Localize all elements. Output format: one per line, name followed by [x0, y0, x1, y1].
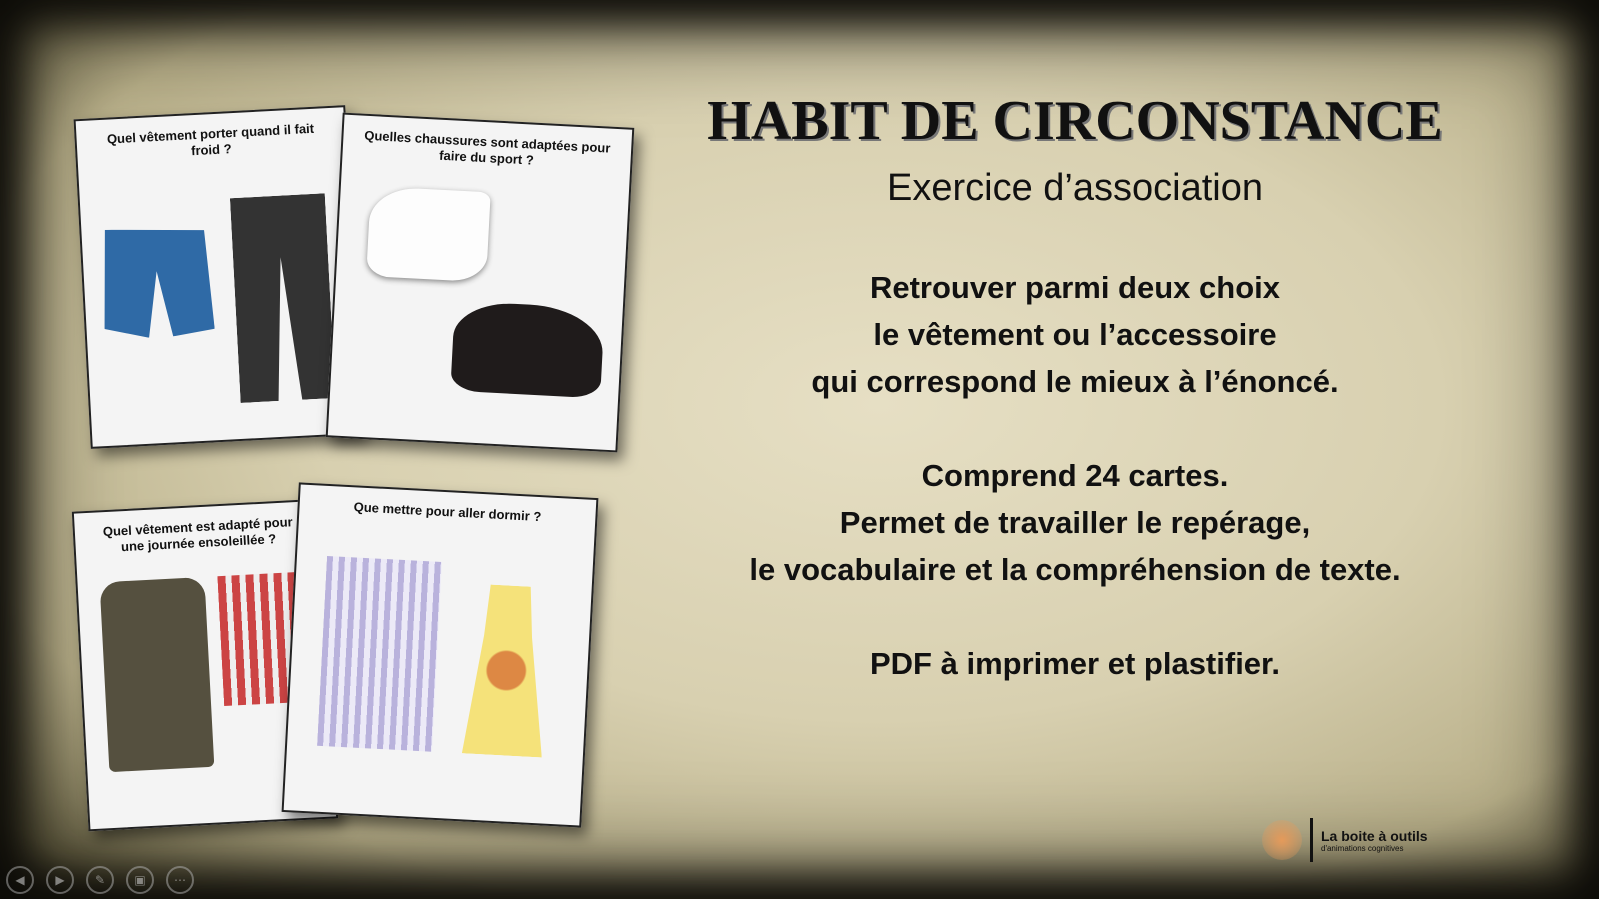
- card-question: Que mettre pour aller dormir ?: [353, 499, 542, 525]
- pen-icon[interactable]: ✎: [86, 866, 114, 894]
- card-question: Quelles chaussures sont adaptées pour faire du sport ?: [363, 127, 611, 168]
- slides-icon[interactable]: ▣: [126, 866, 154, 894]
- text-line: Retrouver parmi deux choix: [869, 270, 1280, 305]
- card-cold: [74, 105, 363, 449]
- logo-divider: [1310, 818, 1313, 862]
- tree-icon: [1262, 820, 1302, 860]
- more-icon[interactable]: ⋯: [166, 866, 194, 894]
- pajamas-image: [317, 556, 442, 752]
- card-sleep: [282, 482, 599, 827]
- shorts-image: [99, 224, 215, 340]
- slide-title: HABIT DE CIRCONSTANCE: [707, 90, 1443, 152]
- features: [650, 452, 1500, 593]
- dress-image: [462, 584, 551, 758]
- logo-tagline: d'animations cognitives: [1321, 843, 1404, 853]
- heels-image: [366, 186, 491, 282]
- sneakers-image: [450, 301, 605, 399]
- card-question: Quel vêtement est adapté pour une journée ensoleillée ?: [102, 514, 294, 555]
- jeans-image: [230, 193, 336, 403]
- card-question: Quel vêtement porter quand il fait froid ?: [106, 120, 315, 159]
- description: [650, 264, 1500, 405]
- coat-image: [100, 577, 215, 772]
- slideshow-controls: [6, 866, 194, 894]
- text-line: Comprend 24 cartes.: [921, 458, 1229, 493]
- brand-logo: [1262, 818, 1428, 862]
- logo-name: La boite à outils: [1321, 827, 1428, 844]
- text-line: le vêtement ou l’accessoire: [873, 317, 1277, 352]
- previous-icon[interactable]: ◀: [6, 866, 34, 894]
- card-sport: [326, 113, 635, 453]
- print-note: PDF à imprimer et plastifier.: [869, 646, 1281, 681]
- text-line: qui correspond le mieux à l’énoncé.: [811, 364, 1339, 399]
- slide-subtitle: Exercice d’association: [887, 167, 1263, 209]
- text-line: le vocabulaire et la compréhension de texte.: [749, 552, 1401, 587]
- text-line: Permet de travailler le repérage,: [839, 505, 1311, 540]
- next-icon[interactable]: ▶: [46, 866, 74, 894]
